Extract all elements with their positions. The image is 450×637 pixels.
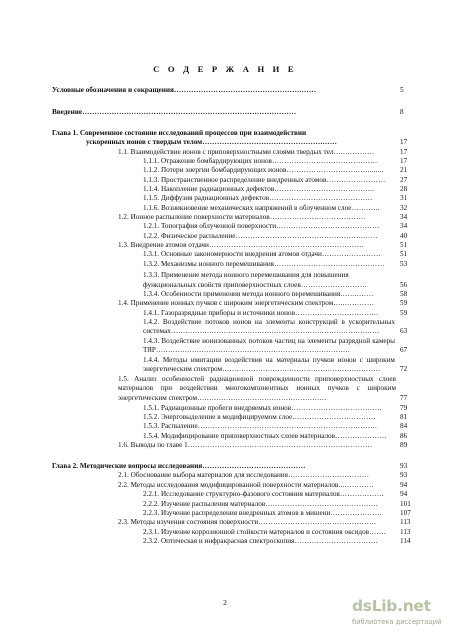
- toc-page-number: 8: [400, 108, 404, 116]
- toc-entry: [143, 222, 398, 231]
- toc-page-number: 58: [400, 290, 408, 298]
- toc-leader: …………………………….: [292, 413, 376, 421]
- toc-entry: [143, 232, 398, 241]
- toc-page-number: 84: [400, 422, 408, 430]
- toc-leader: …………………………………..: [274, 185, 375, 193]
- toc-entry: [143, 528, 398, 537]
- toc-entry-title: 1.1.5. Диффузия радиационных дефектов: [143, 194, 270, 202]
- toc-entry-title: Глава 2. Методические вопросы исследования: [52, 462, 203, 470]
- toc-leader: …………………………………………: [258, 518, 377, 526]
- toc-page-number: 113: [400, 528, 411, 536]
- toc-page-number: 28: [400, 185, 408, 193]
- toc-page-number: 51: [400, 250, 408, 258]
- toc-entry-title: 1.1.6. Возникновение механических напряжений в облученном слое: [143, 204, 352, 212]
- toc-entry: [118, 481, 398, 490]
- toc-leader: ……………………………: [287, 471, 370, 479]
- toc-page-number: 81: [400, 413, 408, 421]
- toc-leader: ……………………………….……: [271, 157, 378, 165]
- toc-leader: ……………………: [326, 176, 386, 184]
- toc-leader: ………………………………………………: [197, 393, 327, 402]
- toc-entry: [118, 375, 396, 403]
- toc-page-number: 67: [400, 346, 408, 354]
- toc-entry-title: 1.3. Внедрение атомов отдачи: [118, 241, 209, 249]
- toc-entry: [143, 185, 398, 194]
- toc-page-number: 89: [400, 441, 408, 449]
- toc-page-number: 93: [400, 471, 408, 479]
- toc-leader: ……..……: [340, 290, 374, 298]
- toc-entry-title: 1.1.2. Потери энергии бомбардирующих ионов: [143, 166, 287, 174]
- toc-entry: [143, 166, 398, 175]
- toc-page-number: 94: [400, 490, 408, 498]
- toc-entry-title: 1.1.3. Пространственное распределение внедренных атомов: [143, 176, 327, 184]
- toc-entry-title: 2.2.3. Изучение распределения внедренных атомов в мишени: [143, 509, 331, 517]
- toc-leader: …………………………………………………………: [222, 365, 381, 374]
- toc-page-number: 113: [400, 518, 411, 526]
- toc-page-number: 40: [400, 232, 408, 240]
- toc-chapter-heading: [52, 129, 412, 138]
- toc-page-number: 72: [400, 365, 408, 373]
- toc-entry-title: 1.2.1. Топография облученной поверхности: [143, 222, 277, 230]
- watermark-logo: dsLib.net: [352, 597, 431, 615]
- toc-leader: ………………………………………: [273, 260, 385, 268]
- toc-page-number: 53: [400, 260, 408, 268]
- toc-page-number: 17: [400, 148, 408, 156]
- toc-page-number: 63: [400, 327, 408, 335]
- toc-page-number: 27: [400, 176, 408, 184]
- toc-leader: …………………………………………………………………: [187, 441, 373, 449]
- toc-entry: [86, 138, 396, 147]
- toc-leader: ……………………………………: [269, 194, 373, 202]
- toc-page-number: 77: [400, 394, 408, 402]
- toc-entry: [143, 490, 398, 499]
- toc-entry-title: 1.5.2. Энерговыделение в модифицируемом слое: [143, 413, 293, 421]
- toc-page-number: 17: [400, 157, 408, 165]
- toc-entry: [143, 509, 398, 518]
- toc-entry-title: 1.4.2. Воздействие потоков ионов на элементы конструкций в ускорительных системах: [143, 318, 395, 336]
- toc-entry-title: функциональных свойств приповерхностных слоев: [143, 281, 301, 289]
- toc-entry-title: 1.1. Взаимодействие ионов с приповерхностными слоями твердых тел: [118, 148, 334, 156]
- toc-leader: …..…………: [333, 299, 375, 307]
- toc-entry-title: 1.2.2. Физическое распыление: [143, 232, 236, 240]
- toc-page-number: 56: [400, 281, 408, 289]
- toc-leader: ……………………………........: [286, 166, 384, 174]
- toc-page-number: 31: [400, 194, 408, 202]
- toc-leader: …………………………………………….……: [173, 86, 317, 94]
- toc-leader: ……………………………………: [276, 222, 380, 230]
- toc-page-number: 34: [400, 222, 408, 230]
- watermark-subtitle: библиотека диссертаций: [352, 618, 442, 626]
- toc-entry: [143, 290, 398, 299]
- toc-entry-title: 1.1.4. Накопление радиационных дефектов: [143, 185, 275, 193]
- toc-entry: [143, 176, 398, 185]
- toc-entry: [118, 518, 398, 527]
- toc-entry: [143, 309, 398, 318]
- toc-leader: ………………: [339, 490, 385, 498]
- toc-leader: ………………………………………………………: [208, 241, 364, 249]
- toc-leader: ……………………………………………………………………………: [82, 108, 297, 116]
- toc-entry: [118, 241, 398, 250]
- toc-leader: ……………………………………………………………….: [197, 422, 377, 430]
- toc-leader: …….…..: [351, 204, 380, 212]
- watermark: [352, 597, 448, 633]
- toc-entry-title: 2.3.1. Изучение коррозионной стойкости материалов и состояния оксидов: [143, 528, 370, 536]
- toc-entry-title: ускоренных ионов с твердым телом: [86, 138, 203, 146]
- toc-entry-title: Условные обозначения и сокращения: [52, 86, 174, 94]
- toc-entry: [143, 204, 398, 213]
- toc-leader: …..…………: [333, 148, 375, 156]
- toc-page-number: 86: [400, 432, 408, 440]
- toc-entry-title: 2.2. Методы исследования модифицированной поверхности материалов: [118, 481, 339, 489]
- toc-entry-title: Введение: [52, 108, 83, 116]
- toc-page-number: 21: [400, 166, 408, 174]
- toc-entry-title: 1.5.1. Радиационные пробеги внедряемых ионов: [143, 404, 292, 412]
- toc-entry-title: 1.3.4. Особенности применения метода ионного перемешивания: [143, 290, 341, 298]
- toc-entry: [52, 108, 396, 117]
- toc-entry: [118, 471, 398, 480]
- toc-page-number: 5: [400, 86, 404, 94]
- toc-page-number: 59: [400, 299, 408, 307]
- toc-entry-title: 1.3.1. Основные закономерности внедрения атомов отдачи: [143, 250, 322, 258]
- toc-leader: ……………………………………: [202, 462, 306, 470]
- toc-leader: …….: [369, 528, 386, 536]
- toc-entry: [143, 281, 398, 290]
- toc-entry: [118, 148, 398, 157]
- toc-entry-title: 1.1.1. Отражение бомбардирующих ионов: [143, 157, 272, 165]
- toc-entry: [143, 413, 398, 422]
- toc-page-number: 114: [400, 537, 411, 545]
- page-title: С О Д Е Р Ж А Н И Е: [153, 64, 297, 74]
- toc-entry: [143, 318, 395, 337]
- toc-entry: [143, 404, 398, 413]
- toc-entry: [143, 271, 398, 280]
- toc-page-number: 101: [400, 500, 411, 508]
- toc-entry: [143, 422, 398, 431]
- toc-leader: …………………………….: [294, 309, 379, 317]
- toc-leader: ……………………: [321, 250, 381, 258]
- toc-entry-title: 2.3.2. Оптическая и инфракрасная спектроскопия: [143, 537, 295, 545]
- toc-leader: ………………………………………….……: [202, 138, 338, 146]
- toc-entry: [143, 500, 398, 509]
- toc-entry-title: 2.1. Обоснование выбора материалов для исследования: [118, 471, 288, 479]
- toc-entry-title: 1.5.4. Модифицирование приповерхностных слоев материалов: [143, 432, 336, 440]
- toc-page-number: 94: [400, 481, 408, 489]
- toc-entry: [118, 299, 398, 308]
- toc-leader: ...…………: [338, 481, 374, 489]
- toc-leader: ……………………………….: [291, 404, 382, 412]
- toc-entry-title: 1.4.1. Газоразрядные приборы и источники ионов: [143, 309, 295, 317]
- toc-leader: …………………: [330, 509, 383, 517]
- toc-page-number: 51: [400, 241, 408, 249]
- toc-entry: [143, 537, 398, 546]
- toc-page-number: 93: [400, 462, 408, 470]
- toc-page-number: 79: [400, 404, 408, 412]
- toc-leader: ………………………: [300, 281, 368, 289]
- toc-entry-title: 1.5.3. Распыление: [143, 422, 198, 430]
- toc-entry-title: 1.4. Применение ионных пучков с широким энергетическим спектром: [118, 299, 334, 307]
- toc-leader: …………………………………….…: [265, 500, 379, 508]
- toc-entry: [118, 441, 398, 450]
- toc-entry-title: 1.3.3. Применение метода ионного перемешивания для повышения: [143, 271, 349, 279]
- toc-entry: [143, 432, 398, 441]
- toc-entry: [52, 462, 396, 471]
- toc-page-number: 34: [400, 213, 408, 221]
- toc-leader: …………………………….: [294, 537, 378, 545]
- toc-entry-title: 2.2.2. Изучение распыления материалов: [143, 500, 266, 508]
- toc-entry: [143, 250, 398, 259]
- toc-leader: …………………………………: [269, 213, 366, 221]
- toc-entry: [143, 356, 395, 375]
- toc-entry-title: 2.2.1. Исследование структурно-фазового состояния материалов: [143, 490, 340, 498]
- toc-leader: …………………………………………….……: [235, 232, 378, 240]
- toc-leader: ………………………………………………………………………: [155, 346, 350, 355]
- toc-entry: [143, 157, 398, 166]
- page-number: 2: [223, 598, 227, 607]
- toc-page-number: 17: [400, 138, 408, 146]
- toc-entry-title: 1.3.2. Механизмы ионного перемешивания: [143, 260, 274, 268]
- toc-entry-title: 1.6. Выводы по главе 1: [118, 441, 188, 449]
- toc-entry-title: 2.3. Методы изучения состояния поверхности: [118, 518, 259, 526]
- toc-entry-title: Глава 1. Современное состояние исследований процессов при взаимодействии: [52, 129, 307, 137]
- toc-page-number: 59: [400, 309, 408, 317]
- toc-entry: [143, 260, 398, 269]
- toc-leader: ……………………………………………………………………………: [170, 327, 380, 336]
- toc-entry: [52, 86, 396, 95]
- toc-page-number: 32: [400, 204, 408, 212]
- toc-entry: [143, 337, 395, 356]
- toc-page-number: 107: [400, 509, 411, 517]
- toc-entry-title: 1.2. Ионное распыление поверхности материалов: [118, 213, 270, 221]
- toc-entry: [118, 213, 398, 222]
- toc-entry-title: 1.4.3. Воздействие ионизованных потоков частиц на элементы разрядной камеры ТЯР: [143, 337, 395, 355]
- toc-entry: [143, 194, 398, 203]
- toc-entry-title: 1.5. Анализ особенностей радиационной поврежденности приповерхностных слоев материалов при воздействии многокомпонентных ионных пучков с широким энергетическим спектром: [118, 375, 396, 402]
- toc-leader: …………………: [335, 432, 387, 440]
- toc-entry-title: 1.4.4. Методы имитации воздействия на материалы пучков ионов с широким энергетическим спектром: [143, 356, 395, 374]
